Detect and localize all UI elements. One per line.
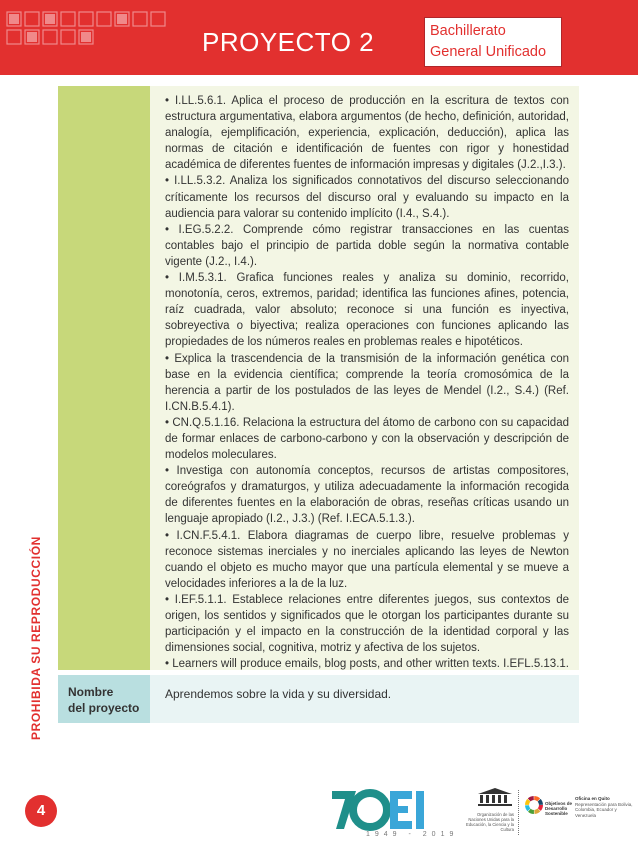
level-badge [424,17,562,67]
project-name-value-cell [150,675,579,723]
sdg-wheel-icon [524,795,544,815]
criteria-item: • I.CN.F.5.4.1. Elabora diagramas de cuerpo libre, resuelve problemas y reconoce sistemas inerciales y no inerciales aplicando las leyes de Newton cuando el objeto es mucho mayor que una partícula elemental y se mueve a velocidades inferiores a la de la luz. [165,529,569,590]
office-text: Representación para Bolivia, Colombia, Ecuador y Venezuela [575,801,633,818]
criteria-item: • I.EG.5.2.2. Comprende cómo registrar transacciones en las cuentas contables bajo el principio de partida doble según la normativa contable vigente (J.2., I.4.). [165,223,569,268]
criteria-list [165,93,569,688]
footer-separator [518,790,520,835]
criteria-item: • I.LL.5.6.1. Aplica el proceso de producción en la escritura de textos con estructura argumentativa, elabora argumentos (de hecho, definición, autoridad, analogía, ejemplificación, experiencia, explicación, deducción), aplica las normas de citación e identificación de fuentes con rigor y honestidad académica de diferentes fuentes de información impresas y digitales (J.2.,I.3.). [165,95,569,172]
oei-years: 1949 - 2019 [366,831,459,838]
page-header [0,0,638,75]
project-name-value: Aprendemos sobre la vida y su diversidad. [165,687,392,701]
criteria-item: • I.EF.5.1.1. Establece relaciones entre diferentes juegos, sus contextos de origen, los sentidos y significados que le otorgan los participantes durante su participación y el impacto en la construcción de la identidad corporal y las dimensiones social, cognitiva, motriz y afectiva de los sujetos. [165,593,569,655]
decorative-grid-pattern [5,10,215,48]
project-name-label [68,684,148,716]
criteria-item: • I.M.5.3.1. Grafica funciones reales y analiza su dominio, recorrido, monotonía, ceros, extremos, paridad; identifica las funciones afines, potencia, raíz cuadrada, valor absoluto; reconoce si una función es inyectiva, sobreyectiva o biyectiva; realiza operaciones con funciones aplicando las propiedades de los números reales en problemas reales e hipotéticos. [165,272,569,349]
office-title: Oficina en Quito [575,796,610,801]
prohibited-reproduction-text: PROHIBIDA SU REPRODUCCIÓN [29,536,43,740]
unesco-caption: Organización de las Naciones Unidas para la Educación, la Ciencia y la Cultura [466,812,514,832]
label-line-1: Nombre [68,685,114,699]
criteria-item: • Explica la trascendencia de la transmisión de la información genética con base en la evidencia científica; comprende la teoría cromosómica de la herencia a partir de los postulados de las leyes de Mendel (I.2., S.4.) (Ref. I.CN.B.5.4.1). [165,352,569,413]
table-content-cell [150,86,579,670]
badge-line-1: Bachillerato [430,23,506,39]
badge-line-2: General Unificado [430,44,547,60]
sdg-caption: Objetivos de Desarrollo Sostenible [545,801,573,816]
criteria-item: • Investiga con autonomía conceptos, recursos de artistas compositores, coreógrafos y dramaturgos, y utiliza adecuadamente la información recogida de diferentes fuentes en la elaboración de obras, reseñas críticas usando un lenguaje apropiado (I.2., J.3.) (Ref. I.ECA.5.1.3.). [165,465,569,526]
office-caption [575,796,635,818]
label-line-2: del proyecto [68,701,140,715]
criteria-item: • Learners will produce emails, blog posts, and other written texts. I.EFL.5.13.1. [165,658,569,671]
project-name-label-cell [58,675,150,723]
page-number: 4 [25,795,57,827]
project-title: PROYECTO 2 [202,27,375,57]
table-left-column [58,86,150,670]
criteria-item: • I.LL.5.3.2. Analiza los significados connotativos del discurso seleccionando críticamente los recursos del discurso oral y evaluando su impacto en la audiencia para valorar su contenido implícito (I.4., S.4.). [165,175,569,220]
criteria-item: • CN.Q.5.1.16. Relaciona la estructura del átomo de carbono con su capacidad de formar enlaces de carbono-carbono y con la observación y descripción de modelos moleculares. [165,416,569,462]
unesco-logo [476,788,514,806]
